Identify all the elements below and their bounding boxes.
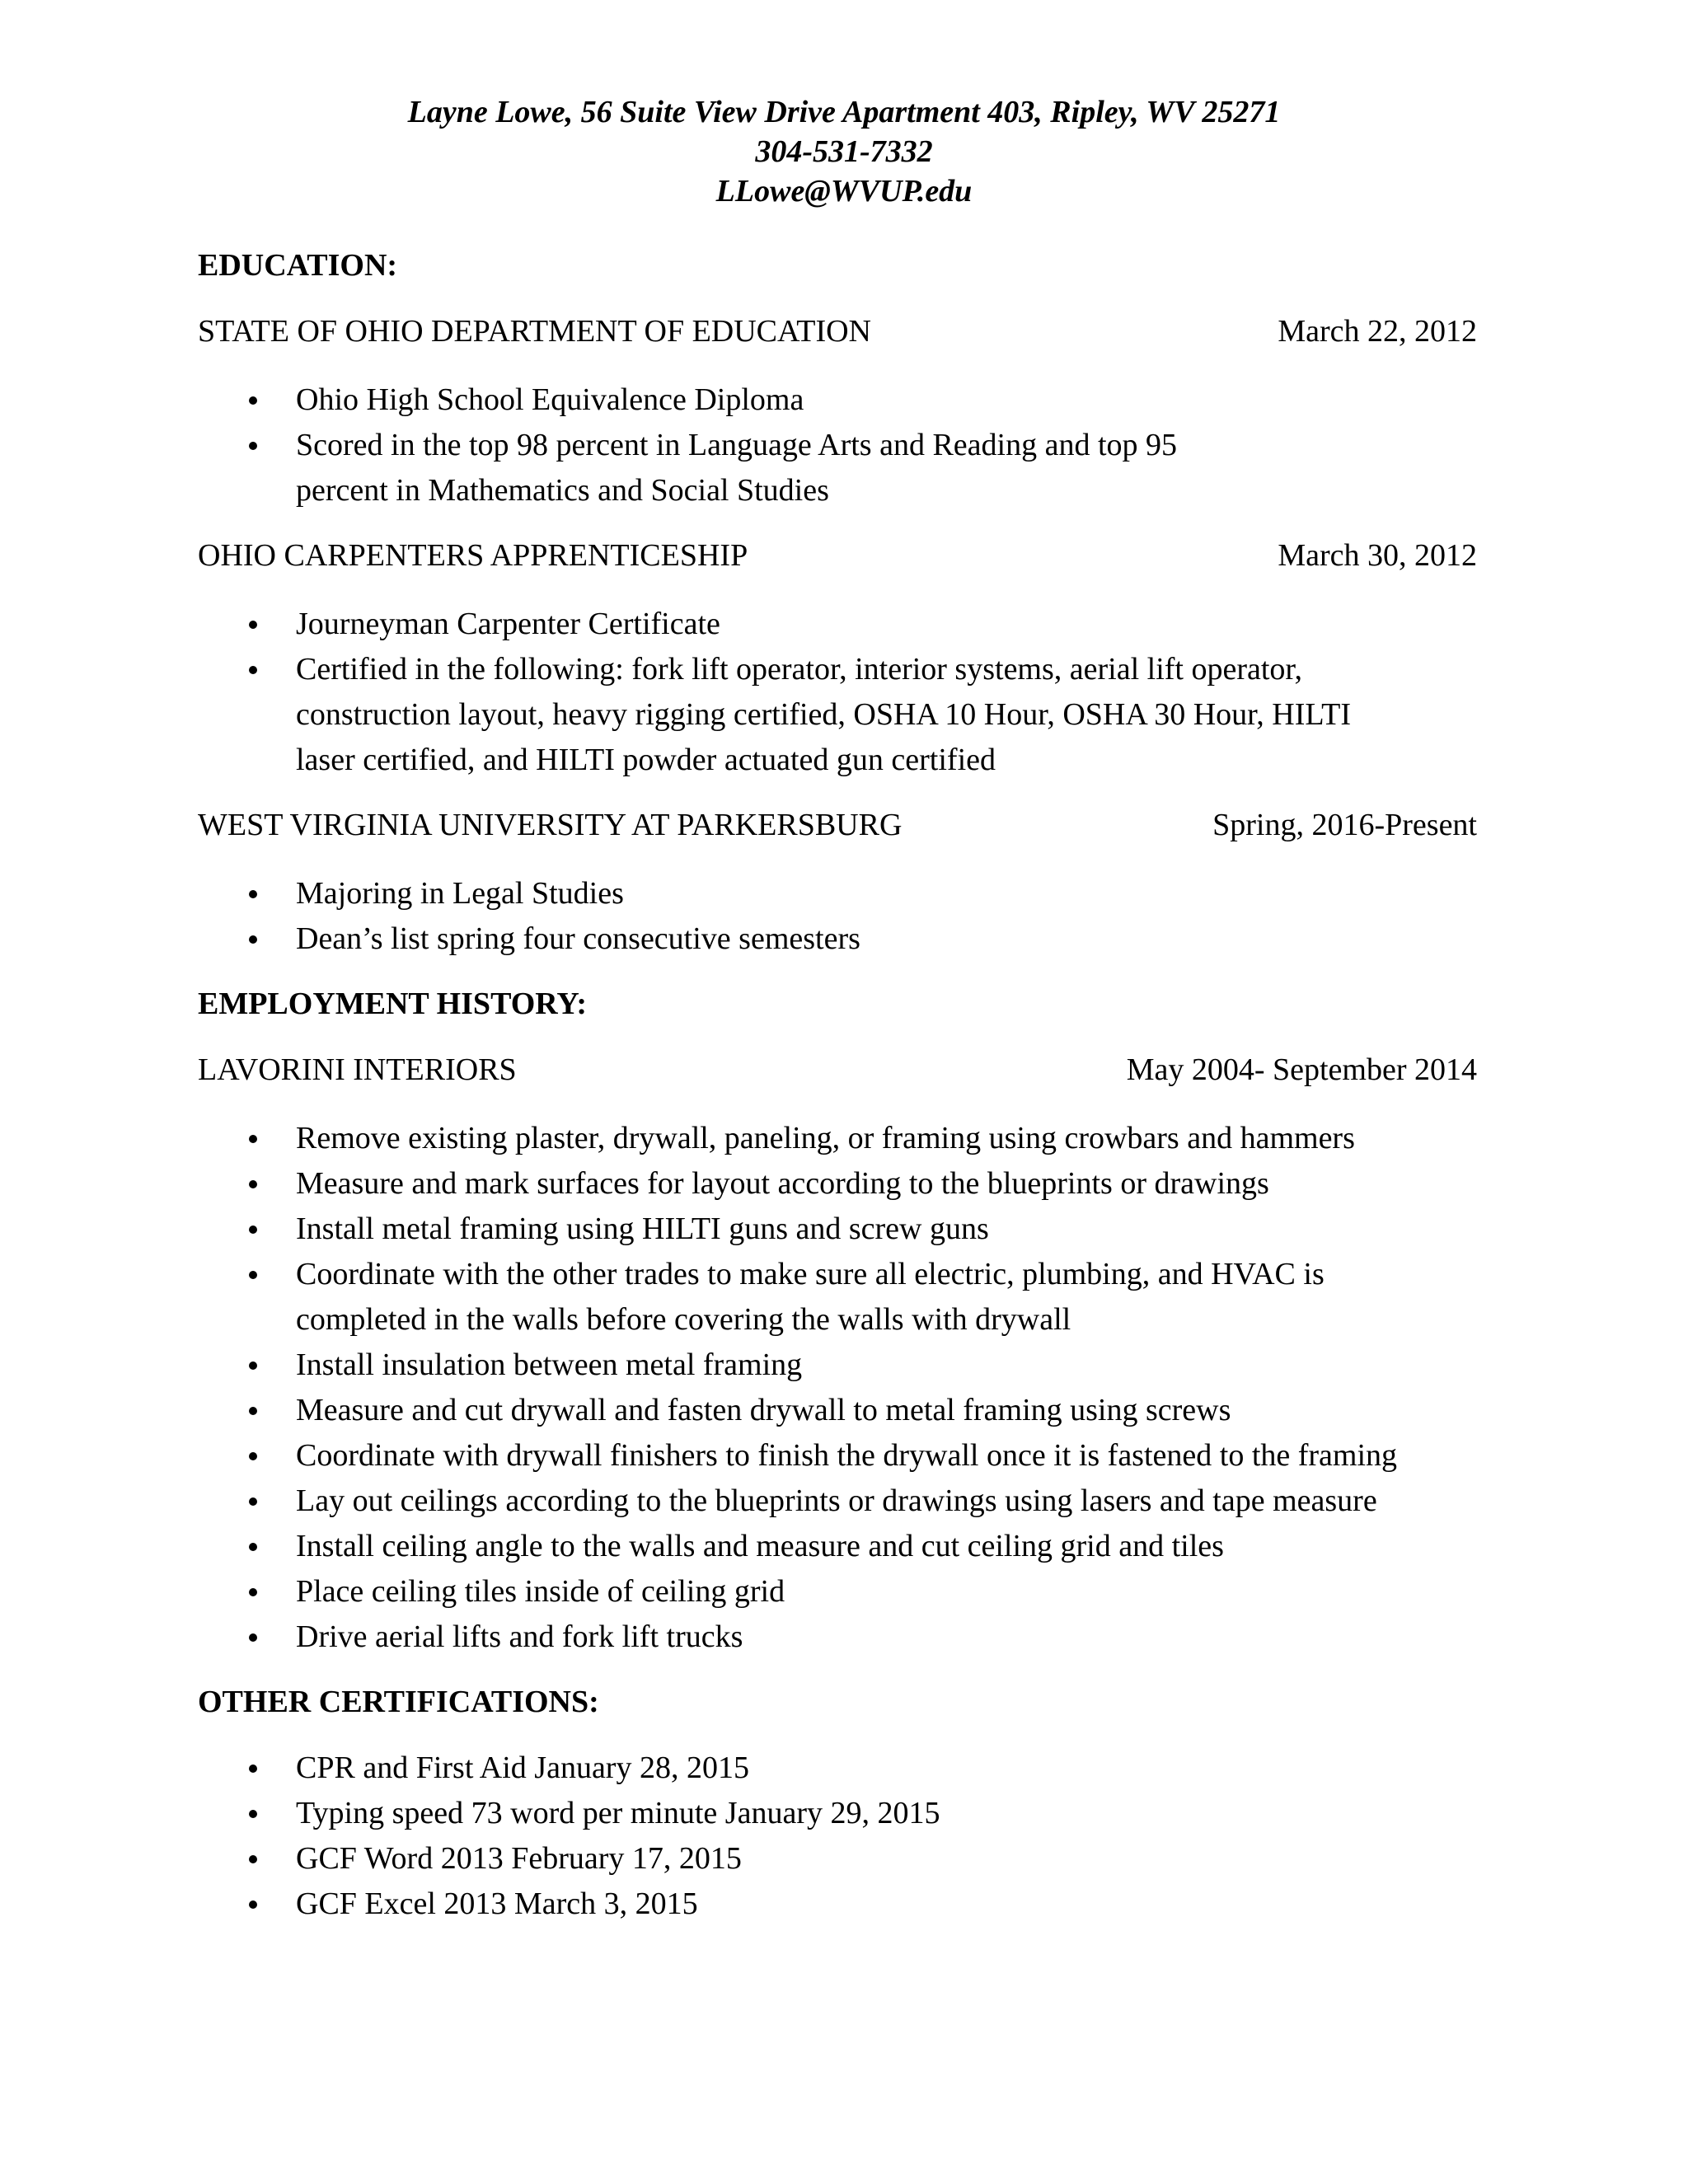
entry-date: March 30, 2012 bbox=[1278, 538, 1477, 573]
contact-header bbox=[0, 92, 1688, 211]
bullet-icon bbox=[249, 1226, 257, 1234]
entry-date: Spring, 2016-Present bbox=[1212, 808, 1477, 842]
list-item: Remove existing plaster, drywall, paneling, or framing using crowbars and hammers bbox=[198, 1116, 1477, 1161]
institution-name: WEST VIRGINIA UNIVERSITY AT PARKERSBURG bbox=[198, 808, 903, 842]
list-item: Certified in the following: fork lift operator, interior systems, aerial lift operator, construction layout, heavy rigging certified, OSHA 10 Hour, OSHA 30 Hour, HILTI laser certified, and HILTI powder actuated gun certified bbox=[198, 647, 1477, 783]
employment-entry-1 bbox=[198, 1047, 1477, 1093]
bullet-icon bbox=[249, 1135, 257, 1143]
entry-date: May 2004- September 2014 bbox=[1126, 1052, 1477, 1087]
bullet-icon bbox=[249, 1855, 257, 1863]
list-item: Measure and mark surfaces for layout according to the blueprints or drawings bbox=[198, 1161, 1477, 1207]
institution-name: STATE OF OHIO DEPARTMENT OF EDUCATION bbox=[198, 314, 871, 349]
bullet-icon bbox=[249, 1900, 257, 1909]
list-item: Place ceiling tiles inside of ceiling grid bbox=[198, 1569, 1477, 1615]
list-item: GCF Excel 2013 March 3, 2015 bbox=[198, 1882, 1477, 1927]
bullet-icon bbox=[249, 1543, 257, 1551]
list-item: Coordinate with drywall finishers to finish the drywall once it is fastened to the framing bbox=[198, 1433, 1477, 1479]
list-item: Majoring in Legal Studies bbox=[198, 871, 1477, 916]
name-address: Layne Lowe, 56 Suite View Drive Apartment 403, Ripley, WV 25271 bbox=[407, 95, 1281, 129]
education-entry-1 bbox=[198, 309, 1477, 354]
bullet-icon bbox=[249, 666, 257, 674]
bullet-icon bbox=[249, 442, 257, 450]
list-item: Ohio High School Equivalence Diploma bbox=[198, 377, 1477, 423]
bullet-icon bbox=[249, 396, 257, 405]
bullet-icon bbox=[249, 1407, 257, 1415]
certifications-bullets bbox=[198, 1746, 1477, 1927]
education-1-bullets bbox=[198, 377, 1477, 513]
education-heading: EDUCATION: bbox=[198, 248, 398, 283]
education-2-bullets bbox=[198, 602, 1477, 783]
list-item: Install insulation between metal framing bbox=[198, 1343, 1477, 1388]
bullet-icon bbox=[249, 621, 257, 629]
bullet-icon bbox=[249, 1765, 257, 1773]
bullet-icon bbox=[249, 1497, 257, 1506]
list-item: Scored in the top 98 percent in Language Arts and Reading and top 95 percent in Mathematics and Social Studies bbox=[198, 423, 1477, 513]
bullet-icon bbox=[249, 935, 257, 944]
education-entry-2 bbox=[198, 533, 1477, 579]
bullet-icon bbox=[249, 1180, 257, 1188]
email-address: LLowe@WVUP.edu bbox=[715, 174, 973, 209]
certifications-heading: OTHER CERTIFICATIONS: bbox=[198, 1685, 599, 1719]
list-item: CPR and First Aid January 28, 2015 bbox=[198, 1746, 1477, 1791]
institution-name: OHIO CARPENTERS APPRENTICESHIP bbox=[198, 538, 748, 573]
list-item: Lay out ceilings according to the blueprints or drawings using lasers and tape measure bbox=[198, 1479, 1477, 1524]
list-item: Journeyman Carpenter Certificate bbox=[198, 602, 1477, 647]
employer-name: LAVORINI INTERIORS bbox=[198, 1052, 517, 1087]
employment-1-bullets bbox=[198, 1116, 1477, 1660]
list-item: Coordinate with the other trades to make sure all electric, plumbing, and HVAC is completed in the walls before covering the walls with drywall bbox=[198, 1252, 1477, 1343]
employment-heading: EMPLOYMENT HISTORY: bbox=[198, 987, 587, 1021]
resume-body bbox=[198, 243, 1477, 1947]
bullet-icon bbox=[249, 1361, 257, 1370]
list-item: GCF Word 2013 February 17, 2015 bbox=[198, 1836, 1477, 1882]
list-item: Install ceiling angle to the walls and measure and cut ceiling grid and tiles bbox=[198, 1524, 1477, 1569]
education-entry-3 bbox=[198, 803, 1477, 848]
list-item: Install metal framing using HILTI guns and screw guns bbox=[198, 1207, 1477, 1252]
bullet-icon bbox=[249, 1452, 257, 1460]
list-item: Drive aerial lifts and fork lift trucks bbox=[198, 1615, 1477, 1660]
list-item: Dean’s list spring four consecutive semesters bbox=[198, 916, 1477, 962]
bullet-icon bbox=[249, 1271, 257, 1279]
bullet-icon bbox=[249, 890, 257, 898]
list-item: Measure and cut drywall and fasten drywall to metal framing using screws bbox=[198, 1388, 1477, 1433]
entry-date: March 22, 2012 bbox=[1278, 314, 1477, 349]
bullet-icon bbox=[249, 1810, 257, 1818]
bullet-icon bbox=[249, 1588, 257, 1596]
bullet-icon bbox=[249, 1633, 257, 1642]
education-3-bullets bbox=[198, 871, 1477, 962]
phone-number: 304-531-7332 bbox=[755, 134, 933, 169]
list-item: Typing speed 73 word per minute January 29, 2015 bbox=[198, 1791, 1477, 1836]
